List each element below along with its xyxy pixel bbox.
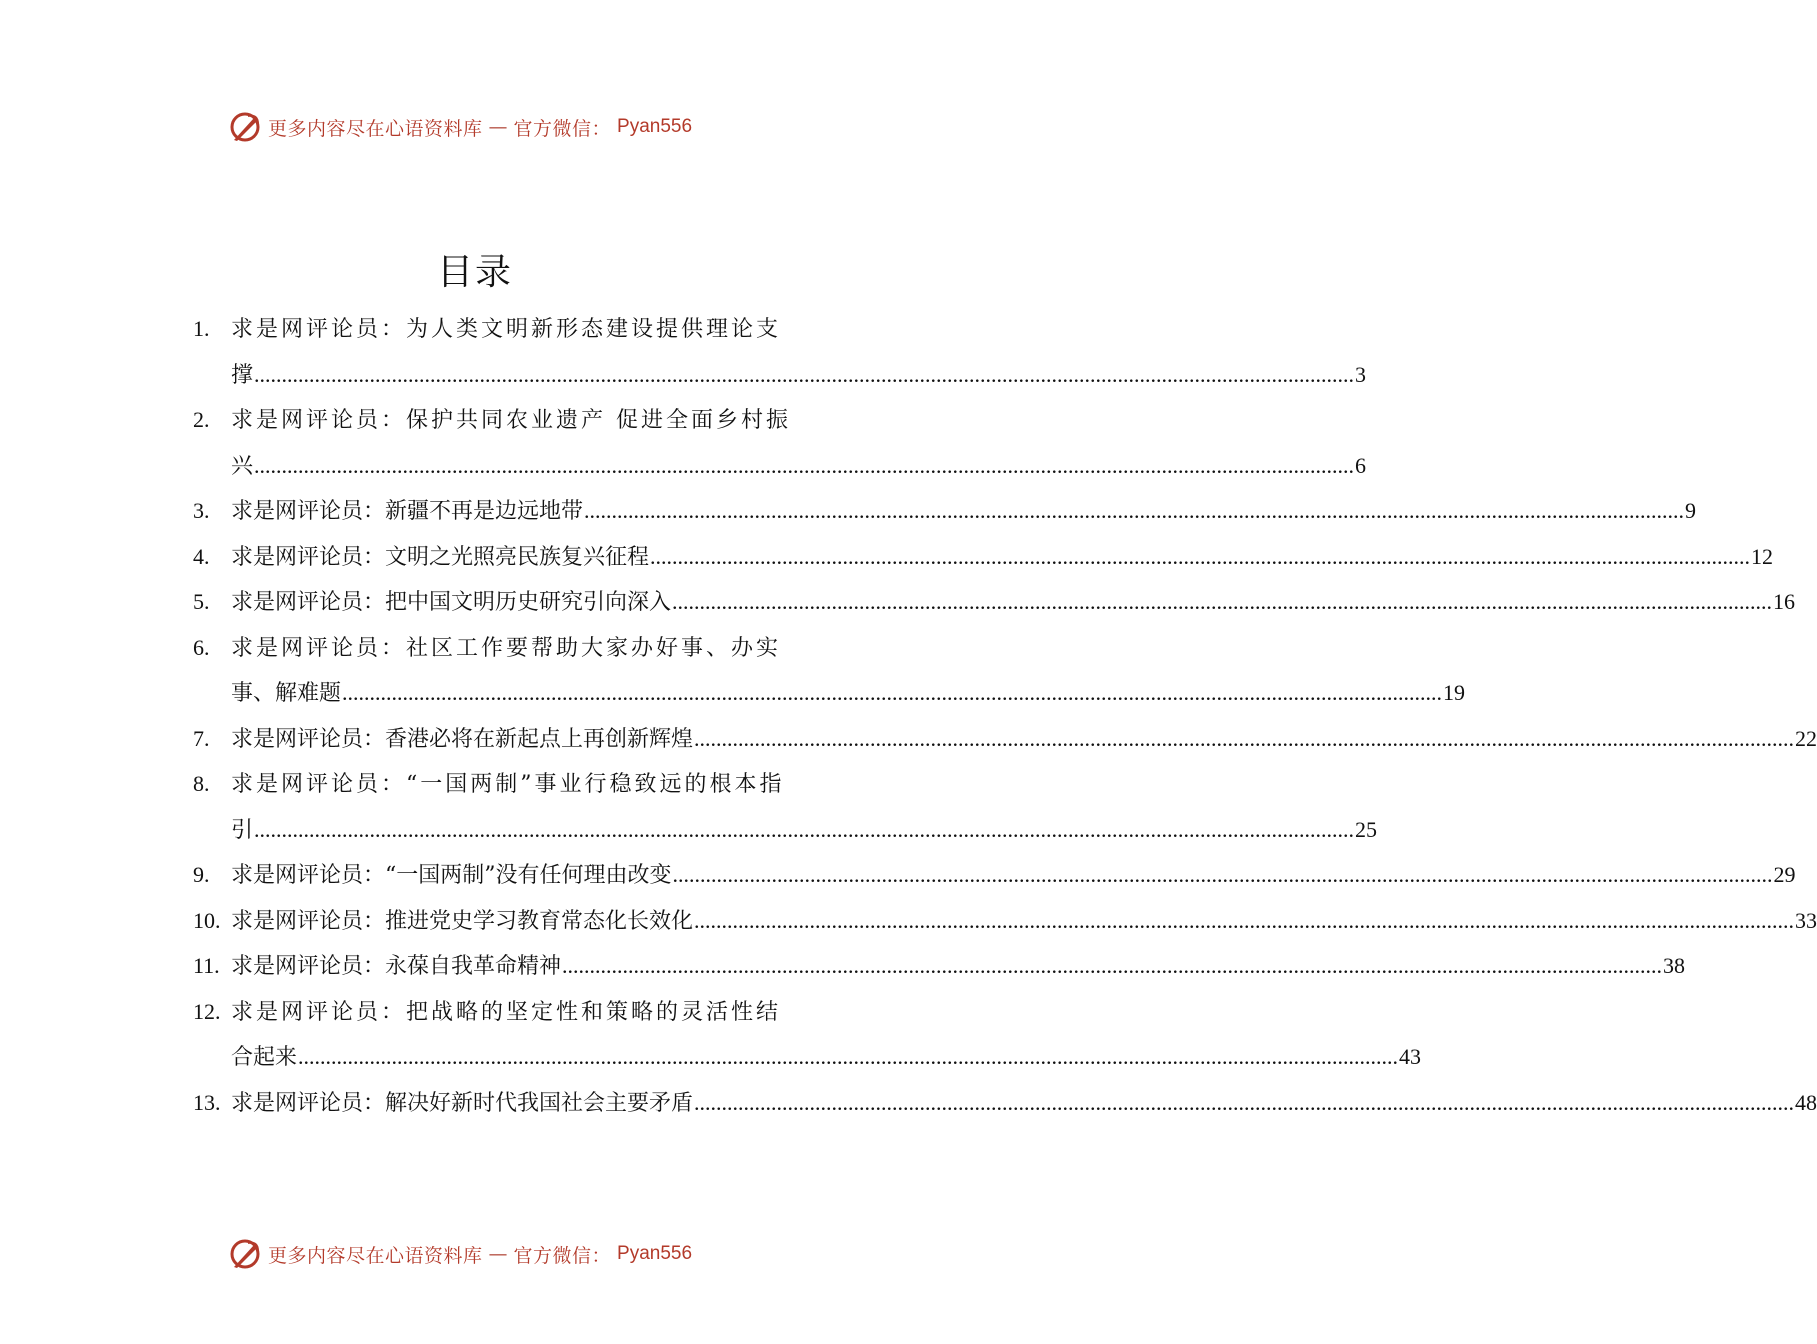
- toc-entry[interactable]: [193, 625, 1466, 716]
- dot-leader: ........................................................................................................................................................................................................: [672, 862, 1773, 887]
- watermark-text: 更多内容尽在心语资料库: [268, 1244, 483, 1267]
- toc-entry[interactable]: [193, 306, 1367, 397]
- toc-entry-title: 求是网评论员：保护共同农业遗产 促进全面乡村振: [231, 408, 791, 433]
- watermark-label: 官方微信：: [513, 1244, 612, 1267]
- toc-entry-title: 求是网评论员：解决好新时代我国社会主要矛盾: [231, 1090, 694, 1116]
- watermark-label: 官方微信：: [513, 117, 612, 140]
- watermark-separator: —: [488, 116, 508, 138]
- toc-entry-page: 16: [1773, 589, 1796, 614]
- toc-entry-page: 19: [1443, 680, 1466, 705]
- toc-entry-title: 求是网评论员：推进党史学习教育常态化长效化: [231, 908, 694, 934]
- footer-watermark: [228, 1237, 692, 1271]
- toc-entry-page: 33: [1795, 907, 1817, 933]
- toc-entry-number: 8.: [193, 771, 210, 796]
- dot-leader: ........................................................................................................................................................................................................: [254, 816, 1355, 842]
- toc-entry-title: 求是网评论员：永葆自我革命精神: [231, 954, 562, 979]
- toc-entry-title-continued: 兴: [231, 453, 254, 479]
- toc-entry-page: 9: [1685, 498, 1697, 523]
- dot-leader: ........................................................................................................................................................................................................: [562, 953, 1663, 978]
- dot-leader: ........................................................................................................................................................................................................: [342, 680, 1443, 705]
- watermark-separator: —: [488, 1243, 508, 1265]
- toc-entry[interactable]: [193, 761, 1378, 852]
- toc-entry[interactable]: [193, 488, 1697, 534]
- toc-entry-page: 25: [1355, 816, 1378, 842]
- dot-leader: ........................................................................................................................................................................................................: [298, 1044, 1399, 1069]
- toc-entry-number: 1.: [193, 316, 210, 341]
- toc-entry-title: 求是网评论员：把中国文明历史研究引向深入: [231, 590, 672, 615]
- toc-entry-title-continued: 撑: [231, 362, 254, 388]
- toc-entry-number: 5.: [193, 589, 210, 614]
- watermark-text: 更多内容尽在心语资料库: [268, 117, 483, 140]
- page-title: 目录: [436, 252, 513, 293]
- toc-entry-title: 求是网评论员：“一国两制”没有任何理由改变: [231, 863, 672, 888]
- toc-entry-page: 29: [1773, 862, 1796, 887]
- toc-entry-number: 10.: [193, 907, 221, 933]
- toc-entry-number: 13.: [193, 1089, 221, 1115]
- dot-leader: ........................................................................................................................................................................................................: [694, 1089, 1795, 1115]
- toc-entry[interactable]: [193, 943, 1686, 989]
- toc-entry-number: 3.: [193, 498, 210, 523]
- toc-entry-page: 12: [1751, 543, 1774, 569]
- dot-leader: ........................................................................................................................................................................................................: [694, 725, 1795, 751]
- toc-entry-title: 求是网评论员：社区工作要帮助大家办好事、办实: [231, 635, 782, 661]
- toc-entry-title-continued: 引: [231, 817, 254, 843]
- toc-entry[interactable]: [193, 852, 1796, 898]
- toc-entry-page: 22: [1795, 725, 1817, 751]
- pen-logo-icon: [228, 1237, 262, 1271]
- toc-entry-page: 48: [1795, 1089, 1817, 1115]
- toc-entry-number: 7.: [193, 725, 210, 751]
- dot-leader: ........................................................................................................................................................................................................: [672, 589, 1773, 614]
- toc-entry-title: 求是网评论员：为人类文明新形态建设提供理论支: [231, 317, 782, 342]
- table-of-contents: [193, 306, 1817, 1125]
- toc-entry[interactable]: [193, 534, 1774, 580]
- toc-entry-title: 求是网评论员：把战略的坚定性和策略的灵活性结: [231, 999, 782, 1025]
- toc-entry-number: 4.: [193, 543, 210, 569]
- toc-entry-page: 3: [1355, 361, 1367, 387]
- header-watermark: [228, 110, 692, 144]
- dot-leader: ........................................................................................................................................................................................................: [694, 907, 1795, 933]
- toc-entry-number: 11.: [193, 953, 220, 978]
- toc-entry-number: 9.: [193, 862, 210, 887]
- toc-entry-number: 2.: [193, 407, 210, 432]
- toc-entry-title-continued: 事、解难题: [231, 681, 342, 706]
- dot-leader: ........................................................................................................................................................................................................: [584, 498, 1685, 523]
- pen-logo-icon: [228, 110, 262, 144]
- toc-entry-page: 43: [1399, 1044, 1422, 1069]
- toc-entry-title-continued: 合起来: [231, 1045, 298, 1070]
- dot-leader: ........................................................................................................................................................................................................: [254, 361, 1355, 387]
- toc-entry[interactable]: [193, 1080, 1817, 1126]
- dot-leader: ........................................................................................................................................................................................................: [254, 452, 1355, 478]
- toc-entry-title: 求是网评论员：文明之光照亮民族复兴征程: [231, 544, 650, 570]
- toc-entry-title: 求是网评论员：新疆不再是边远地带: [231, 499, 584, 524]
- toc-entry-title: 求是网评论员：香港必将在新起点上再创新辉煌: [231, 726, 694, 752]
- dot-leader: ........................................................................................................................................................................................................: [650, 543, 1751, 569]
- toc-entry[interactable]: [193, 716, 1817, 762]
- toc-entry-number: 12.: [193, 998, 221, 1024]
- toc-entry-title: 求是网评论员：“一国两制”事业行稳致远的根本指: [231, 772, 785, 797]
- toc-entry[interactable]: [193, 989, 1422, 1080]
- toc-entry[interactable]: [193, 579, 1796, 625]
- toc-entry[interactable]: [193, 397, 1367, 488]
- toc-entry-page: 6: [1355, 452, 1367, 478]
- toc-entry[interactable]: [193, 898, 1817, 944]
- watermark-wechat-id: Pyan556: [617, 1243, 693, 1264]
- toc-entry-number: 6.: [193, 634, 210, 660]
- watermark-wechat-id: Pyan556: [617, 116, 693, 137]
- toc-entry-page: 38: [1663, 953, 1686, 978]
